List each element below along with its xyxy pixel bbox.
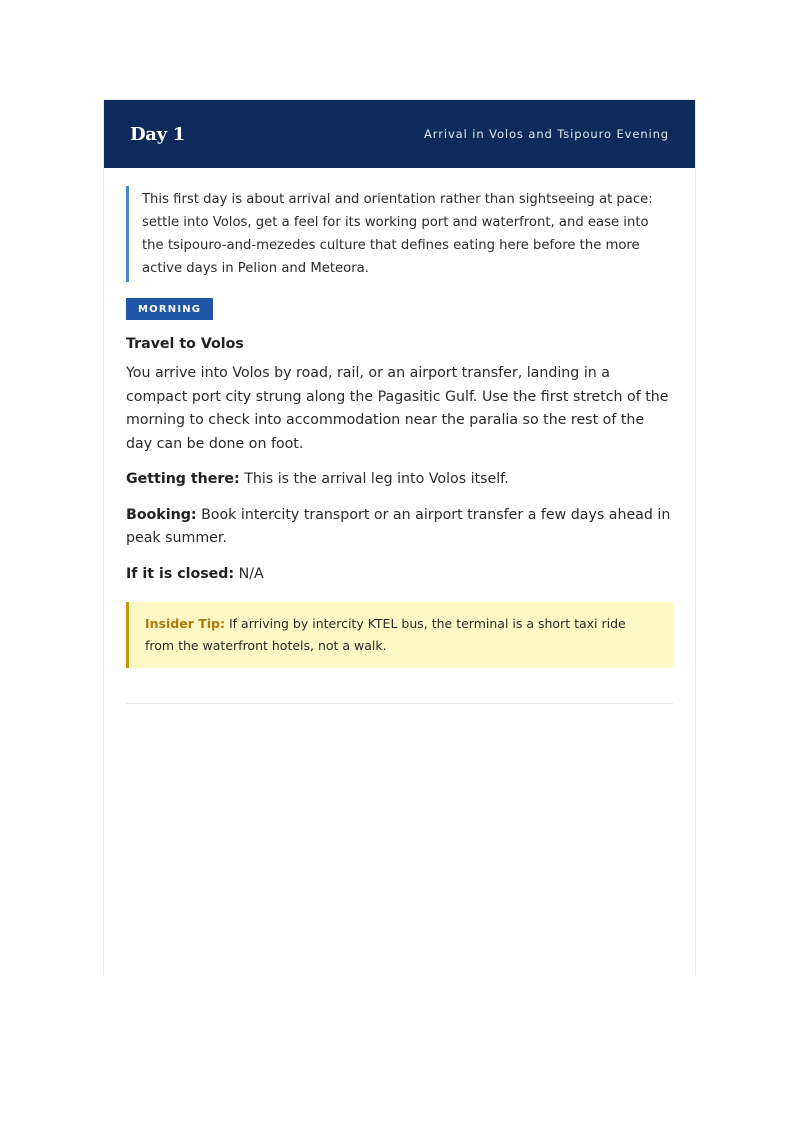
activity-description: You arrive into Volos by road, rail, or an airport transfer, landing in a compact port city strung along the Pagasitic Gulf. Use the first stretch of the morning to check into accommodation near the paralia so the rest of the day can be done on foot. xyxy=(126,365,669,452)
getting-there-line xyxy=(126,468,673,492)
day-intro: This first day is about arrival and orientation rather than sightseeing at pace: settle into Volos, get a feel for its working port and waterfront, and ease into the tsipouro-and-mezedes culture that defines eating here before the more active days in Pelion and Meteora. xyxy=(126,186,673,282)
booking-text: Book intercity transport or an airport transfer a few days ahead in peak summer. xyxy=(126,506,671,546)
insider-tip xyxy=(126,602,673,668)
closed-label: If it is closed: xyxy=(126,565,235,582)
day-header xyxy=(104,100,695,168)
closed-line xyxy=(126,563,673,587)
card-fade xyxy=(104,855,695,975)
day-card xyxy=(103,99,696,975)
time-slot-tag: MORNING xyxy=(126,298,213,320)
booking-label: Booking: xyxy=(126,506,197,523)
activity-title: Travel to Volos xyxy=(126,336,244,352)
getting-there-text: This is the arrival leg into Volos itself. xyxy=(244,471,509,487)
day-title: Day 1 xyxy=(130,123,186,145)
getting-there-label: Getting there: xyxy=(126,471,240,487)
booking-line xyxy=(126,504,673,551)
day-body xyxy=(104,168,695,704)
closed-text: N/A xyxy=(238,565,264,582)
section-divider xyxy=(126,703,673,704)
day-subtitle: Arrival in Volos and Tsipouro Evening xyxy=(424,127,669,141)
insider-tip-text: If arriving by intercity KTEL bus, the terminal is a short taxi ride from the waterfront hotels, not a walk. xyxy=(145,616,626,653)
insider-tip-label: Insider Tip: xyxy=(145,616,225,631)
